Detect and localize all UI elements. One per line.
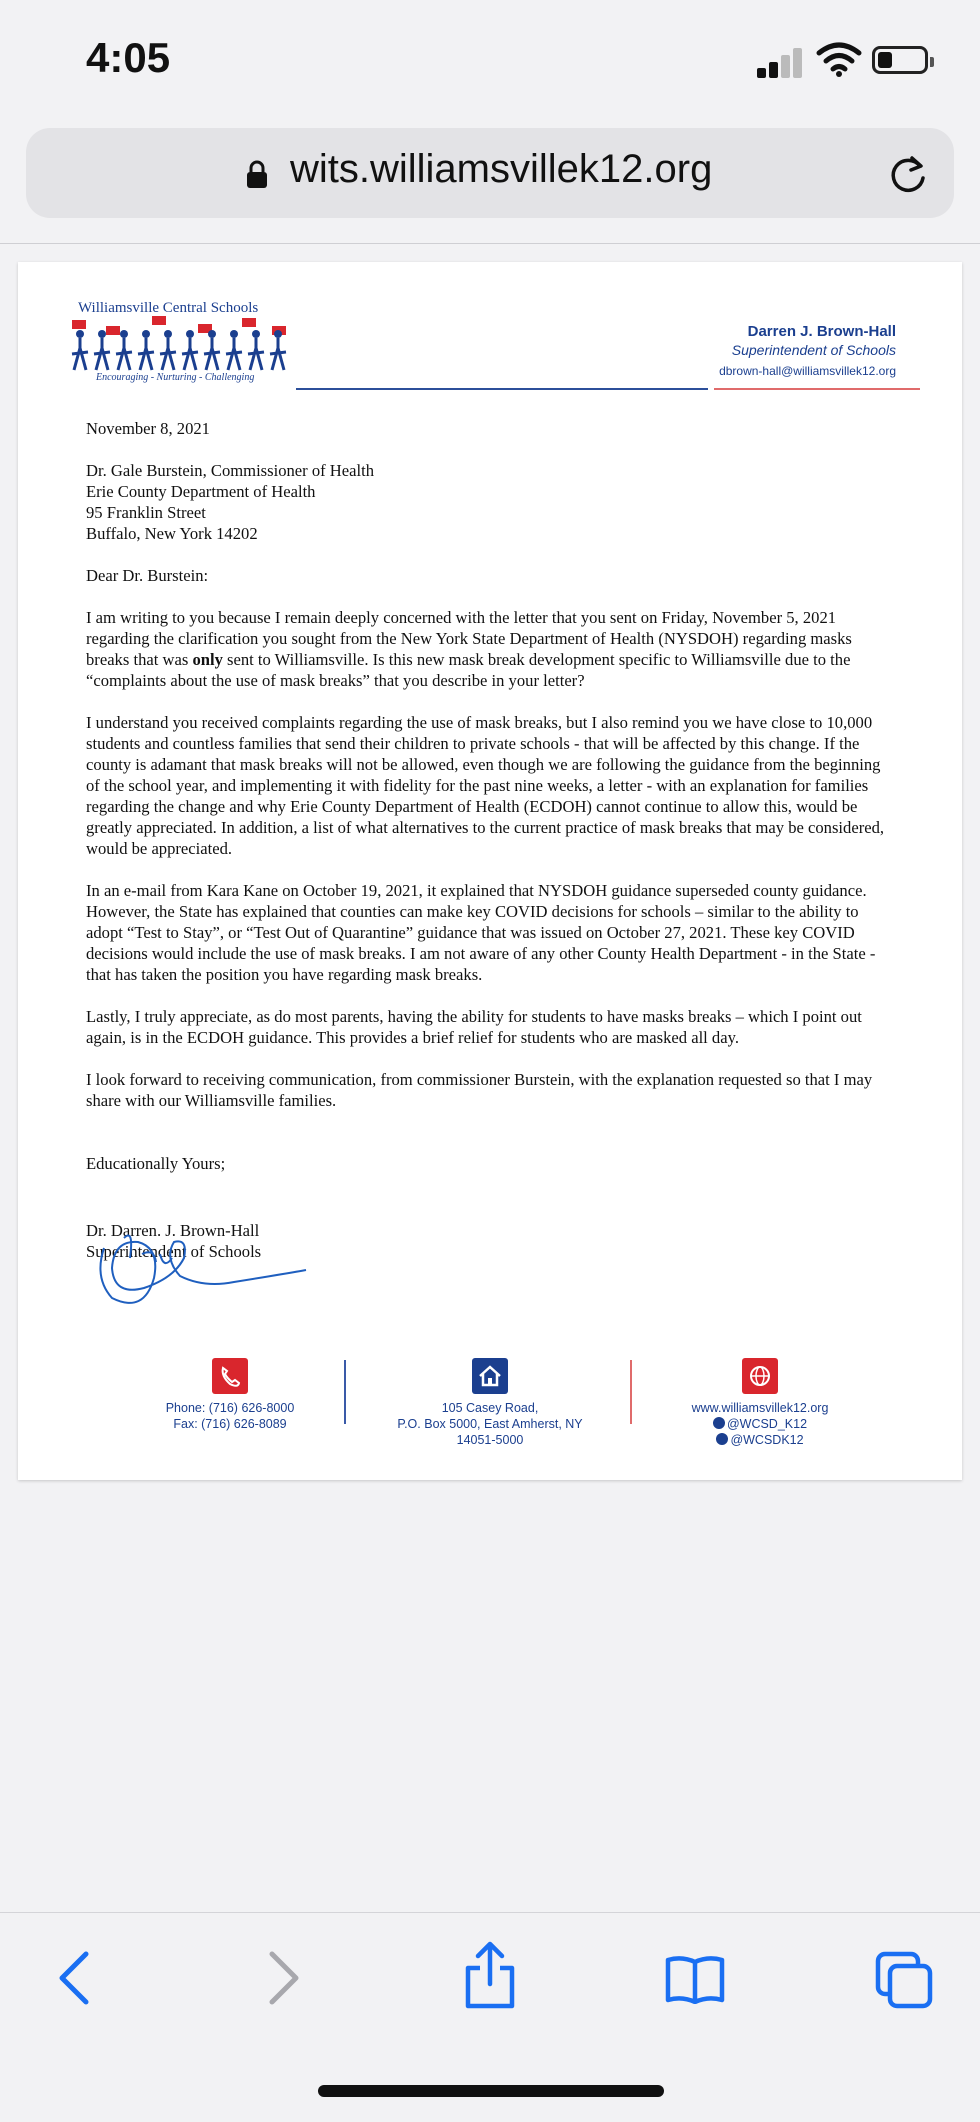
footer-divider <box>630 1360 632 1424</box>
salutation: Dear Dr. Burstein: <box>86 566 209 585</box>
address-line: 105 Casey Road, <box>441 1401 539 1415</box>
home-indicator[interactable] <box>318 2085 664 2097</box>
address-line: 14051-5000 <box>456 1433 524 1447</box>
twitter-handle[interactable] <box>670 1416 850 1432</box>
facebook-handle[interactable] <box>670 1432 850 1448</box>
cellular-signal-icon <box>757 44 805 78</box>
org-tagline: Encouraging - Nurturing - Challenging <box>96 372 255 383</box>
bookmarks-icon[interactable] <box>664 1954 726 2004</box>
facebook-icon <box>716 1433 728 1445</box>
tabs-icon[interactable] <box>874 1950 934 2010</box>
recipient-address <box>86 460 890 544</box>
org-name: Williamsville Central Schools <box>78 300 259 316</box>
phone-number[interactable]: Phone: (716) 626-8000 <box>165 1401 295 1415</box>
wifi-icon <box>816 40 862 78</box>
paragraph-2: I understand you received complaints regarding the use of mask breaks, but I also remind you we have close to 10,000 students and countless families that send their children to private schools - that will be affected by this change. If the county is adamant that mask breaks will not be allowed, even though we are following the guidance from the beginning of the school year, and implementing it with fidelity for the past nine weeks, a letter - with an explanation for families regarding the change and why Erie County Department of Health (ECDOH) cannot continue to allow this, would be greatly appreciated. In addition, a list of what alternatives to the current practice of mask breaks that may be considered, would be appreciated. <box>86 713 885 858</box>
page-divider <box>0 243 980 244</box>
reload-icon[interactable] <box>888 152 928 196</box>
status-bar <box>0 0 980 120</box>
paragraph-1-text-end: sent to Williamsville. Is this new mask break development specific to Williamsville due to the “complaints about the use of mask breaks” that you describe in your letter? <box>86 650 851 690</box>
globe-icon <box>742 1358 778 1394</box>
recipient-line: 95 Franklin Street <box>86 503 206 522</box>
recipient-line: Buffalo, New York 14202 <box>86 524 258 543</box>
address-line: P.O. Box 5000, East Amherst, NY <box>397 1417 583 1431</box>
sender-name: Darren J. Brown-Hall <box>747 323 896 340</box>
twitter-icon <box>713 1417 725 1429</box>
facebook-handle-text: @WCSDK12 <box>730 1433 804 1447</box>
handwritten-signature <box>84 1218 314 1320</box>
twitter-handle-text: @WCSD_K12 <box>726 1417 808 1431</box>
share-icon[interactable] <box>462 1940 518 2010</box>
home-icon <box>472 1358 508 1394</box>
paragraph-1-text: I am writing to you because I remain deeply concerned with the letter that you sent on Friday, November 5, 2021 regarding the clarification you sought from the New York State Department of Health (NYSDOH) regarding masks breaks that was <box>86 608 852 669</box>
footer-divider <box>344 1360 346 1424</box>
phone-icon <box>212 1358 248 1394</box>
paragraph-1 <box>86 607 890 691</box>
website-link[interactable]: www.williamsvillek12.org <box>691 1401 829 1415</box>
sender-title: Superintendent of Schools <box>731 342 896 358</box>
recipient-line: Dr. Gale Burstein, Commissioner of Health <box>86 461 375 480</box>
url-text[interactable]: wits.williamsvillek12.org <box>290 147 713 191</box>
letterhead-rule <box>296 388 708 390</box>
sender-email: dbrown-hall@williamsvillek12.org <box>719 364 896 378</box>
status-time: 4:05 <box>86 34 171 81</box>
fax-number: Fax: (716) 626-8089 <box>173 1417 287 1431</box>
recipient-line: Erie County Department of Health <box>86 482 316 501</box>
lock-icon <box>246 160 268 188</box>
paragraph-4: Lastly, I truly appreciate, as do most parents, having the ability for students to have masks breaks – which I point out again, is in the ECDOH guidance. This provides a brief relief for students who are masked all day. <box>86 1007 862 1047</box>
letter-body <box>86 418 890 1262</box>
signer-name: Dr. Darren. J. Brown-Hall <box>86 1221 260 1240</box>
footer-address <box>390 1358 590 1448</box>
paragraph-1-bold: only <box>192 650 223 669</box>
signer-title: Superintendent of Schools <box>86 1242 262 1261</box>
closing: Educationally Yours; <box>86 1154 226 1173</box>
school-logo <box>66 312 296 376</box>
paragraph-3: In an e-mail from Kara Kane on October 19, 2021, it explained that NYSDOH guidance superseded county guidance. However, the State has explained that counties can make key COVID decisions for schools – similar to the ability to adopt “Test to Stay”, or “Test Out of Quarantine” guidance that was issued on October 27, 2021. These key COVID decisions would include the use of mask breaks. I am not aware of any other County Health Department - in the State - that has taken the position you have regarding mask breaks. <box>86 881 876 984</box>
footer-phone <box>140 1358 320 1432</box>
paragraph-5: I look forward to receiving communication, from commissioner Burstein, with the explanation requested so that I may share with our Williamsville families. <box>86 1070 873 1110</box>
battery-icon <box>872 46 928 74</box>
back-icon[interactable] <box>54 1948 94 2008</box>
footer-web <box>670 1358 850 1448</box>
letterhead-rule-accent <box>714 388 920 390</box>
letter-date: November 8, 2021 <box>86 419 210 438</box>
forward-icon[interactable] <box>264 1948 304 2008</box>
